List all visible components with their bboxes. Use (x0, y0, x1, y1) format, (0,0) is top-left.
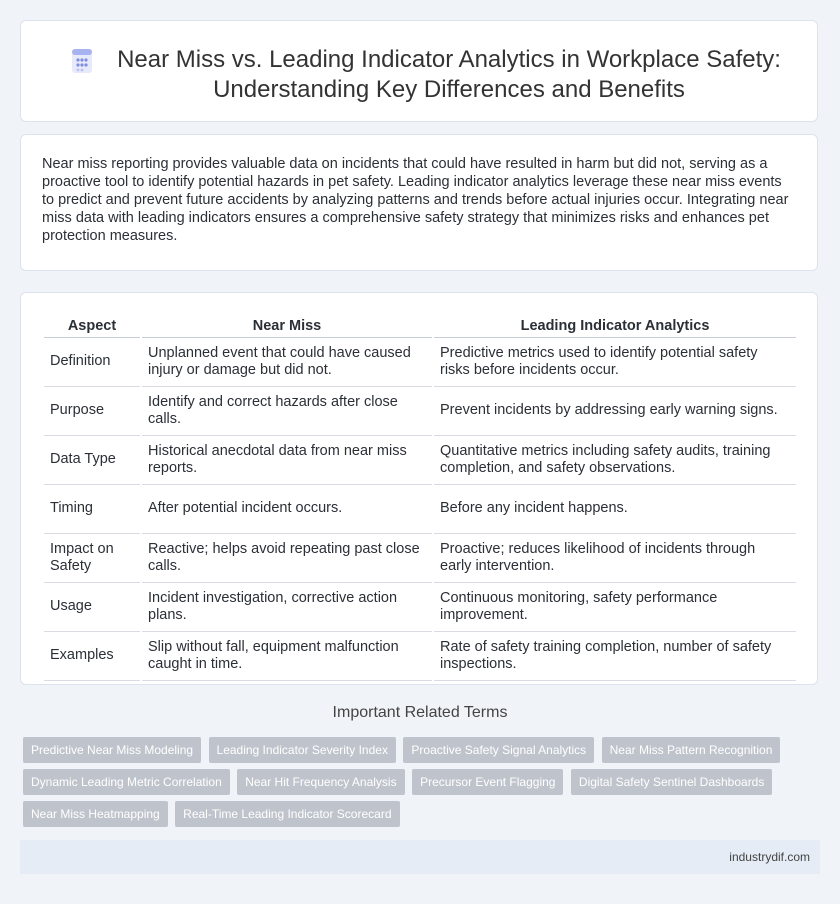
related-term-tag[interactable]: Dynamic Leading Metric Correlation (23, 769, 230, 795)
table-row (44, 583, 796, 632)
table-row (44, 338, 796, 387)
related-term-tag[interactable]: Predictive Near Miss Modeling (23, 737, 201, 763)
page-title (101, 45, 797, 105)
document-icon (69, 47, 95, 75)
leading-indicator-cell: Predictive metrics used to identify potential safety risks before incidents occur. (434, 338, 796, 387)
column-header-leading-indicator: Leading Indicator Analytics (434, 315, 796, 338)
near-miss-cell: Slip without fall, equipment malfunction caught in time. (142, 632, 432, 681)
related-term-tag[interactable]: Leading Indicator Severity Index (209, 737, 396, 763)
title-card (20, 20, 818, 122)
related-term-tag[interactable]: Real-Time Leading Indicator Scorecard (175, 801, 399, 827)
table-header-row (44, 315, 796, 338)
table-row (44, 387, 796, 436)
related-term-tag[interactable]: Near Miss Heatmapping (23, 801, 168, 827)
intro-paragraph: Near miss reporting provides valuable data on incidents that could have resulted in harm but did not, serving as a proactive tool to identify potential hazards in pet safety. Leading indicator analytics leverage these near miss events to predict and prevent future accidents by analyzing patterns and trends before actual injuries occur. Integrating near miss data with leading indicators ensures a comprehensive safety strategy that minimizes risks and enhances pet protection measures. (42, 156, 789, 244)
page-title-line-1: Near Miss vs. Leading Indicator Analytics in Workplace Safety: (117, 46, 781, 73)
aspect-cell: Purpose (44, 387, 140, 436)
table-row (44, 485, 796, 534)
aspect-cell: Examples (44, 632, 140, 681)
near-miss-cell: Incident investigation, corrective action plans. (142, 583, 432, 632)
related-term-tag[interactable]: Digital Safety Sentinel Dashboards (571, 769, 772, 795)
aspect-cell: Impact on Safety (44, 534, 140, 583)
table-row (44, 436, 796, 485)
near-miss-cell: Identify and correct hazards after close calls. (142, 387, 432, 436)
aspect-cell: Usage (44, 583, 140, 632)
comparison-table-card (20, 292, 818, 685)
comparison-table (42, 315, 798, 681)
intro-card (20, 134, 818, 271)
leading-indicator-cell: Quantitative metrics including safety audits, training completion, and safety observations. (434, 436, 796, 485)
related-term-tag[interactable]: Precursor Event Flagging (412, 769, 563, 795)
leading-indicator-cell: Before any incident happens. (434, 485, 796, 534)
leading-indicator-cell: Continuous monitoring, safety performance improvement. (434, 583, 796, 632)
near-miss-cell: Unplanned event that could have caused injury or damage but did not. (142, 338, 432, 387)
table-row (44, 534, 796, 583)
related-term-tag[interactable]: Near Miss Pattern Recognition (602, 737, 781, 763)
leading-indicator-cell: Rate of safety training completion, number of safety inspections. (434, 632, 796, 681)
related-term-tag[interactable]: Proactive Safety Signal Analytics (403, 737, 594, 763)
near-miss-cell: Historical anecdotal data from near miss reports. (142, 436, 432, 485)
aspect-cell: Definition (44, 338, 140, 387)
page-title-line-2: Understanding Key Differences and Benefits (213, 76, 685, 103)
column-header-aspect: Aspect (44, 315, 140, 338)
leading-indicator-cell: Prevent incidents by addressing early warning signs. (434, 387, 796, 436)
related-terms-list (23, 737, 803, 833)
aspect-cell: Data Type (44, 436, 140, 485)
near-miss-cell: Reactive; helps avoid repeating past close calls. (142, 534, 432, 583)
column-header-near-miss: Near Miss (142, 315, 432, 338)
aspect-cell: Timing (44, 485, 140, 534)
footer (20, 840, 820, 874)
related-terms-heading: Important Related Terms (332, 704, 508, 721)
related-term-tag[interactable]: Near Hit Frequency Analysis (237, 769, 404, 795)
footer-site-link[interactable]: industrydif.com (729, 850, 810, 864)
near-miss-cell: After potential incident occurs. (142, 485, 432, 534)
table-row (44, 632, 796, 681)
leading-indicator-cell: Proactive; reduces likelihood of incidents through early intervention. (434, 534, 796, 583)
